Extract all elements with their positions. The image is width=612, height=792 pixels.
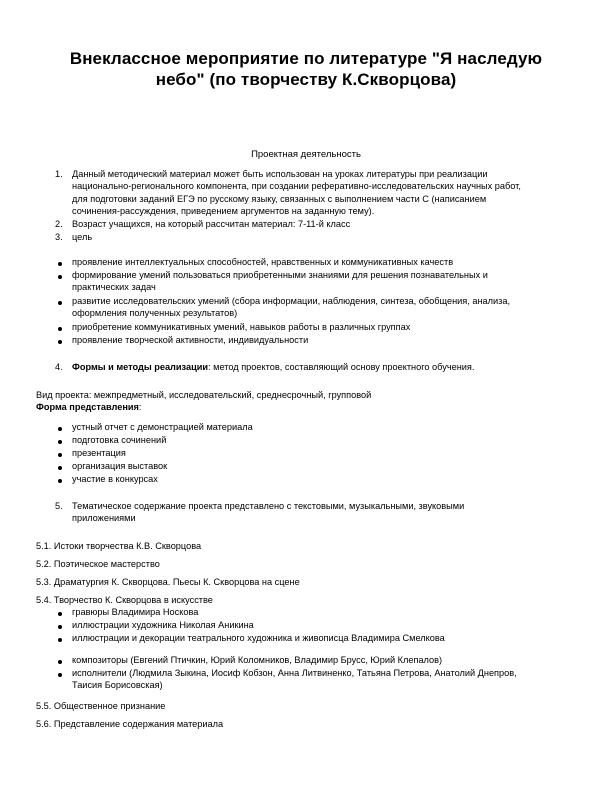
bullet-icon	[58, 612, 62, 616]
bullet-icon	[58, 440, 62, 444]
list-item	[72, 168, 521, 217]
subtitle: Проектная деятельность	[251, 149, 361, 160]
list-item-line: оформления полученных результатов)	[72, 308, 238, 319]
list-item: организация выставок	[72, 461, 168, 471]
list-item-line: исполнители (Людмила Зыкина, Иосиф Кобзон, Анна Литвиненко, Татьяна Петрова, Анатолий Днепров,	[72, 668, 517, 678]
list-number: 1.	[55, 169, 63, 179]
bold-term: Формы и методы реализации	[72, 362, 209, 372]
form-label	[36, 401, 141, 413]
list-item-line: развитие исследовательских умений (сбора информации, наблюдения, синтеза, обобщения, анализа,	[72, 296, 511, 306]
list-number: 2.	[55, 219, 63, 229]
list-item	[72, 269, 488, 294]
list-item-line: для подготовки заданий ЕГЭ по русскому языку, связанных с выполнением части С (написанием	[72, 193, 487, 204]
project-type: Вид проекта: межпредметный, исследовательский, среднесрочный, групповой	[36, 390, 372, 400]
list-item: проявление творческой активности, индивидуальности	[72, 335, 309, 345]
section-heading: 5.3. Драматургия К. Скворцова. Пьесы К. Скворцова на сцене	[36, 577, 300, 587]
bullet-icon	[58, 327, 62, 331]
list-item	[72, 667, 517, 692]
bullet-icon	[58, 301, 62, 305]
list-item-line: приложениями	[72, 513, 136, 524]
list-item: гравюры Владимира Носкова	[72, 607, 199, 617]
list-item	[72, 500, 464, 525]
list-item-line: Данный методический материал может быть использован на уроках литературы при реализации	[72, 169, 488, 179]
bullet-icon	[58, 275, 62, 279]
list-item: участие в конкурсах	[72, 474, 158, 484]
list-item: подготовка сочинений	[72, 435, 167, 445]
section-heading: 5.6. Представление содержания материала	[36, 719, 224, 729]
list-item	[72, 361, 474, 373]
list-item-line: сочинения-рассуждения, приведением аргументов на заданную тему).	[72, 205, 375, 216]
list-item: презентация	[72, 448, 126, 458]
section-heading: 5.1. Истоки творчества К.В. Скворцова	[36, 541, 202, 551]
list-item: цель	[72, 232, 93, 242]
list-item: композиторы (Евгений Птичкин, Юрий Коломников, Владимир Брусс, Юрий Клепалов)	[72, 655, 443, 665]
form-label-colon: :	[138, 402, 142, 412]
list-item-line: Тематическое содержание проекта представлено с текстовыми, музыкальными, звуковыми	[72, 501, 465, 511]
list-item: иллюстрации и декорации театрального художника и живописца Владимира Смелкова	[72, 633, 445, 643]
bullet-icon	[58, 479, 62, 483]
title-line-2: небо" (по творчеству К.Скворцова)	[155, 70, 457, 89]
section-heading: 5.4. Творчество К. Скворцова в искусстве	[36, 595, 213, 605]
bullet-icon	[58, 638, 62, 642]
form-label-bold: Форма представления	[36, 402, 139, 412]
bullet-icon	[58, 427, 62, 431]
list-number: 3.	[55, 232, 63, 242]
list-item-line: Таисия Борисовская)	[72, 680, 163, 691]
list-item: Возраст учащихся, на который рассчитан материал: 7-11-й класс	[72, 219, 351, 229]
bullet-icon	[58, 453, 62, 457]
list-item: иллюстрации художника Николая Аникина	[72, 620, 254, 630]
list-item-text: : метод проектов, составляющий основу проектного обучения.	[208, 362, 475, 372]
list-item	[72, 295, 510, 320]
bullet-icon	[58, 262, 62, 266]
list-item: приобретение коммуникативных умений, навыков работы в различных группах	[72, 322, 411, 332]
list-item-line: формирование умений пользоваться приобретенными знаниями для решения познавательных и	[72, 270, 488, 280]
list-number: 5.	[55, 501, 63, 511]
title-line-1: Внеклассное мероприятие по литературе "Я наследую	[69, 49, 543, 68]
bullet-icon	[58, 625, 62, 629]
list-item-line: национально-регионального компонента, при создании реферативно-исследовательских научных работ,	[72, 181, 521, 192]
list-item: проявление интеллектуальных способностей, нравственных и коммуникативных качеств	[72, 257, 454, 267]
section-heading: 5.5. Общественное признание	[36, 701, 166, 711]
bullet-icon	[58, 660, 62, 664]
list-number: 4.	[55, 362, 63, 372]
bullet-icon	[58, 673, 62, 677]
list-item-line: практических задач	[72, 282, 156, 293]
list-item: устный отчет с демонстрацией материала	[72, 422, 253, 432]
document-title	[30, 48, 582, 90]
section-heading: 5.2. Поэтическое мастерство	[36, 559, 160, 569]
bullet-icon	[58, 340, 62, 344]
bullet-icon	[58, 466, 62, 470]
